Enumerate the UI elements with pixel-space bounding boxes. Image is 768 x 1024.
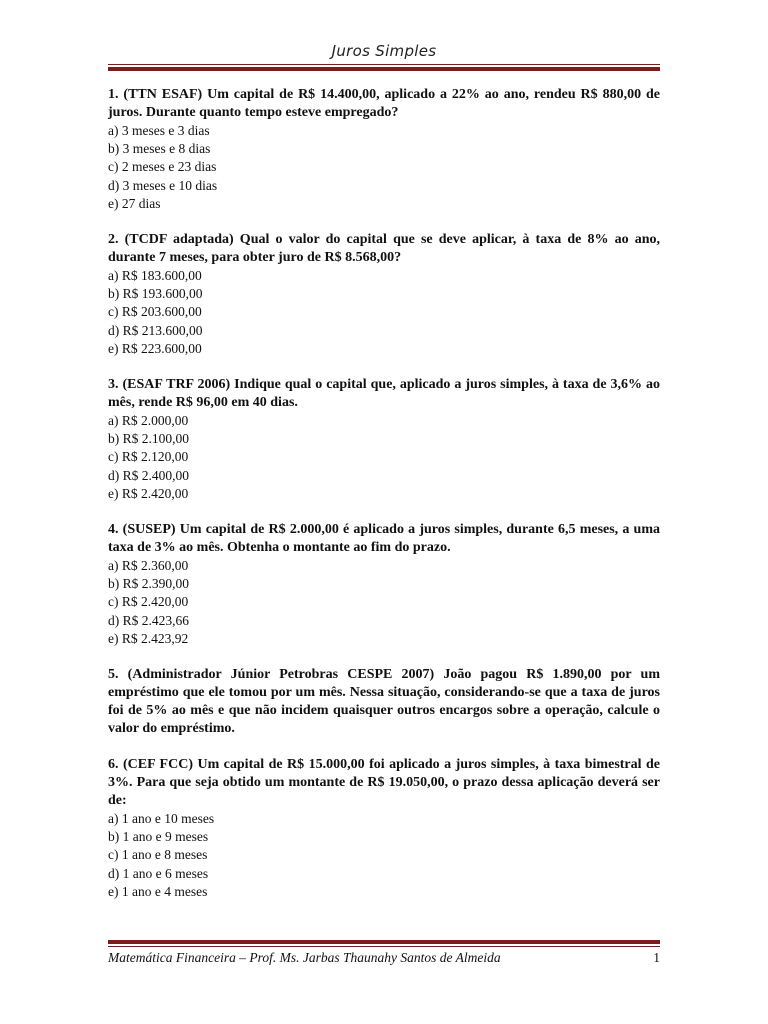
questions-list xyxy=(108,86,660,919)
option-d: d) R$ 213.600,00 xyxy=(108,322,203,338)
question-text: 5. (Administrador Júnior Petrobras CESPE 2007) João pagou R$ 1.890,00 por um empréstimo que ele tomou por um mês. Nessa situação, considerando-se que a taxa de juros foi de 5% ao mês e que não incidem quaisquer outros encargos sobre a operação, calcule o valor do empréstimo. xyxy=(108,667,660,737)
option-a: a) 1 ano e 10 meses xyxy=(108,811,215,827)
question-2 xyxy=(108,231,660,358)
option-d: d) 1 ano e 6 meses xyxy=(108,865,209,881)
question-text: 3. (ESAF TRF 2006) Indique qual o capital que, aplicado a juros simples, à taxa de 3,6% ao mês, rende R$ 96,00 em 40 dias. xyxy=(108,377,660,411)
option-c: c) R$ 203.600,00 xyxy=(108,304,202,320)
question-text: 6. (CEF FCC) Um capital de R$ 15.000,00 foi aplicado a juros simples, à taxa bimestral de 3%. Para que seja obtido um montante de R$ 19.050,00, o prazo dessa aplicação deverá ser de: xyxy=(108,757,660,809)
option-e: e) R$ 2.423,92 xyxy=(108,630,189,646)
option-b: b) R$ 2.100,00 xyxy=(108,431,189,447)
question-5 xyxy=(108,666,660,738)
option-b: b) 1 ano e 9 meses xyxy=(108,829,209,845)
question-6 xyxy=(108,756,660,901)
question-text: 2. (TCDF adaptada) Qual o valor do capital que se deve aplicar, à taxa de 8% ao ano, durante 7 meses, para obter juro de R$ 8.568,00? xyxy=(108,232,660,266)
question-1 xyxy=(108,86,660,213)
question-3 xyxy=(108,376,660,503)
option-d: d) R$ 2.423,66 xyxy=(108,612,189,628)
page-footer xyxy=(108,950,660,966)
option-c: c) R$ 2.120,00 xyxy=(108,449,189,465)
question-text: 4. (SUSEP) Um capital de R$ 2.000,00 é aplicado a juros simples, durante 6,5 meses, a uma taxa de 3% ao mês. Obtenha o montante ao fim do prazo. xyxy=(108,522,660,556)
option-b: b) R$ 193.600,00 xyxy=(108,286,203,302)
question-text: 1. (TTN ESAF) Um capital de R$ 14.400,00, aplicado a 22% ao ano, rendeu R$ 880,00 de juros. Durante quanto tempo esteve empregado? xyxy=(108,87,660,120)
footer-author: Matemática Financeira – Prof. Ms. Jarbas Thaunahy Santos de Almeida xyxy=(108,950,501,965)
option-a: a) R$ 2.360,00 xyxy=(108,558,189,574)
option-c: c) 2 meses e 23 dias xyxy=(108,159,217,175)
option-b: b) 3 meses e 8 dias xyxy=(108,141,211,157)
option-e: e) 1 ano e 4 meses xyxy=(108,883,208,899)
option-c: c) R$ 2.420,00 xyxy=(108,594,189,610)
option-d: d) R$ 2.400,00 xyxy=(108,467,189,483)
option-b: b) R$ 2.390,00 xyxy=(108,576,189,592)
option-e: e) 27 dias xyxy=(108,195,161,211)
question-4 xyxy=(108,521,660,648)
option-a: a) R$ 2.000,00 xyxy=(108,413,189,429)
page-header-title: Juros Simples xyxy=(331,42,437,60)
option-a: a) R$ 183.600,00 xyxy=(108,268,202,284)
footer-rule xyxy=(108,940,660,947)
option-c: c) 1 ano e 8 meses xyxy=(108,847,208,863)
option-a: a) 3 meses e 3 dias xyxy=(108,123,210,138)
page-number: 1 xyxy=(653,950,660,965)
option-e: e) R$ 223.600,00 xyxy=(108,340,202,356)
option-e: e) R$ 2.420,00 xyxy=(108,485,189,501)
header-rule xyxy=(108,64,660,71)
option-d: d) 3 meses e 10 dias xyxy=(108,177,218,193)
